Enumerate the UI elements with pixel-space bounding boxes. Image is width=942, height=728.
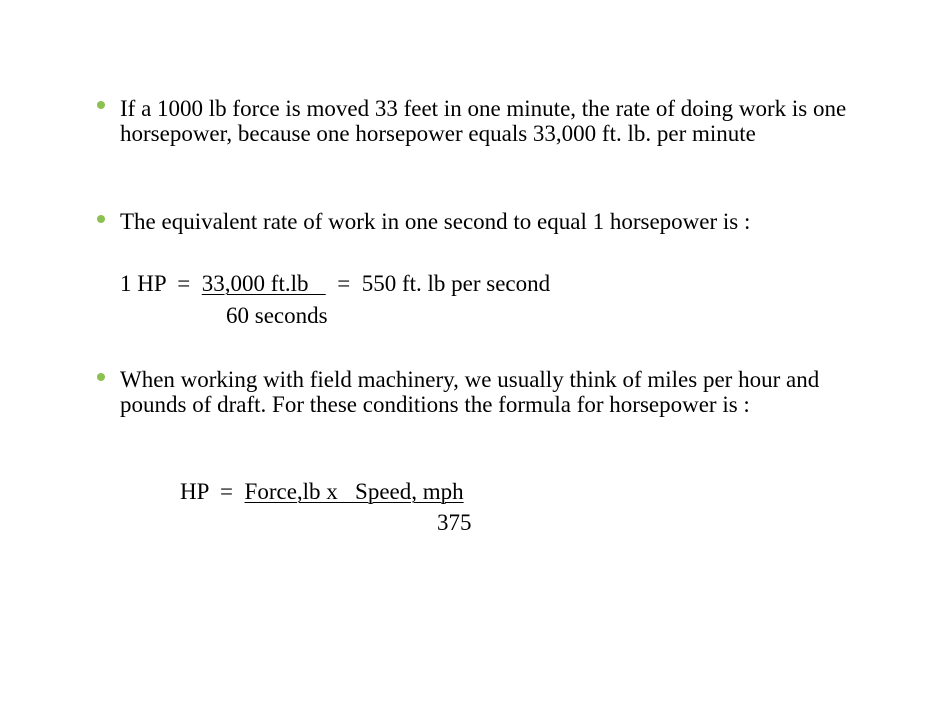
bullet-marker xyxy=(97,101,105,109)
formula-rhs: = 550 ft. lb per second xyxy=(325,271,551,296)
formula-line xyxy=(180,479,464,504)
bullet-text: When working with field machinery, we usually think of miles per hour and pounds of draft. For these conditions the formula for horsepower is : xyxy=(120,367,820,417)
bullet-marker xyxy=(97,373,105,381)
formula-numerator: 33,000 ft.lb xyxy=(201,271,326,296)
formula-lhs: 1 HP = xyxy=(120,271,202,296)
formula-lhs: HP = xyxy=(180,479,245,504)
formula-denominator: 60 seconds xyxy=(226,303,328,328)
bullet-text: If a 1000 lb force is moved 33 feet in one minute, the rate of doing work is one horsepower, because one horsepower equals 33,000 ft. lb. per minute xyxy=(120,96,847,146)
formula-line xyxy=(120,271,550,296)
bullet-marker xyxy=(97,215,105,223)
formula-denominator: 375 xyxy=(437,510,472,535)
bullet-text: The equivalent rate of work in one second to equal 1 horsepower is : xyxy=(120,209,751,234)
formula-numerator: Force,lb x Speed, mph xyxy=(244,479,464,504)
